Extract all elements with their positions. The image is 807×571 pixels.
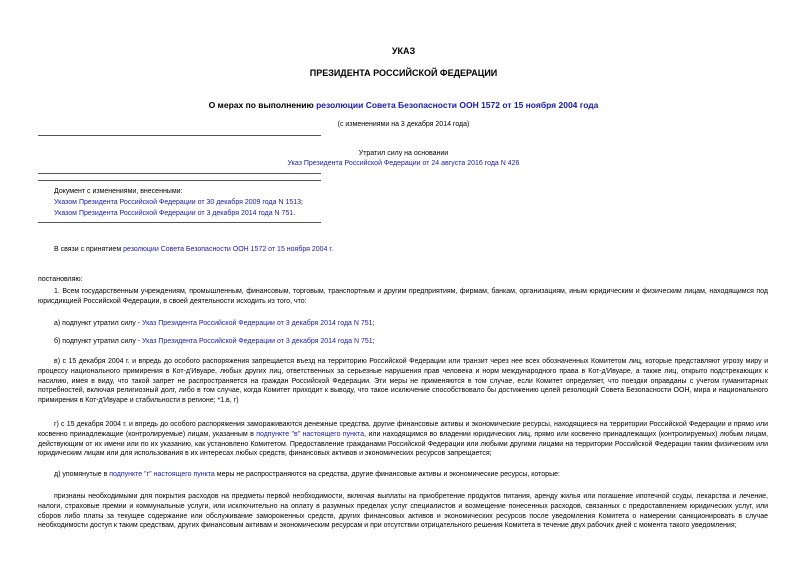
changes-sep-1: ; — [301, 199, 303, 206]
amendments-note: (с изменениями на 3 декабря 2014 года) — [337, 121, 470, 128]
changes-box — [54, 186, 303, 219]
decree-heading: УКАЗ — [391, 46, 416, 56]
item-a-link[interactable]: Указ Президента Российской Федерации от 3 декабря 2014 года N 751 — [141, 320, 373, 327]
separator-line — [38, 180, 321, 181]
changes-item-1 — [54, 197, 303, 208]
item-v: в) с 15 декабря 2004 г. и впредь до особого распоряжения запрещается въезд на территорию Российской Федерации или транзит через нее всех обозначенных Комитетом лиц, которые представляют угрозу миру и процессу национального примирения в Кот-д'Ивуаре, любых других лиц, ответственных за серьезные нарушения прав человека и норм международного права в Кот-д'Ивуаре, а также лиц, открыто подстрекающих к насилию, имея в виду, что такой запрет не распространяется на граждан Российской Федерации. Эти меры не применяются в том случае, если Комитет определяет, что поездки оправданы с учетом гуманитарных потребностей, включая религиозный долг, либо в том случае, когда Комитет приходит к выводу, что такое исключение способствовало бы достижению целей резолюций Совета Безопасности ООН, мира и национального примирения в Кот-д'Ивуаре и стабильности в регионе; *1.в, г) — [38, 358, 768, 405]
decree-word: постановляю: — [38, 276, 83, 283]
separator-line — [38, 173, 321, 174]
item-b — [54, 338, 375, 345]
subtitle-resolution-link[interactable]: резолюции Совета Безопасности ООН 1572 от 15 ноября 2004 года — [316, 100, 599, 110]
changes-link-2009[interactable]: Указом Президента Российской Федерации от 30 декабря 2009 года N 1513 — [54, 199, 302, 206]
item-a — [54, 320, 375, 327]
lost-force-text: Утратил силу на основании — [358, 150, 449, 157]
item-g-link[interactable]: подпункте "в" настоящего пункта — [256, 430, 365, 438]
item-g — [38, 420, 768, 459]
changes-heading: Документ с изменениями, внесенными: — [54, 188, 183, 195]
item-a-suffix: ; — [372, 320, 375, 327]
item-d-link[interactable]: подпункте "г" настоящего пункта — [109, 471, 215, 478]
item-b-link[interactable]: Указ Президента Российской Федерации от 3 декабря 2014 года N 751 — [142, 338, 373, 345]
lost-force-link[interactable]: Указ Президента Российской Федерации от 24 августа 2016 года N 426 — [287, 160, 520, 167]
item-d-prefix: д) упомянутые в — [54, 471, 110, 478]
lost-force-link-line — [0, 160, 807, 167]
changes-sep-2: . — [293, 210, 296, 217]
subtitle-prefix: О мерах по выполнению — [208, 100, 317, 110]
document-subtitle — [0, 100, 807, 110]
item-d-text: признаны необходимыми для покрытия расходов на предметы первой необходимости, включая выплаты на приобретение продуктов питания, аренду жилья или погашение ипотечной ссуды, лекарства и лечение, налоги, страховые премии и коммунальные услуги, или исключительно на оплату в разумных пределах услуг специалистов и возмещение понесенных расходов, связанных с предоставлением юридических услуг, или сборов либо платы за текущее содержание или обслуживание замороженных средств, других финансовых активов и экономических ресурсов после уведомления Комитета о намерении санкционировать в случае необходимости доступ к таким средствам, других финансовым активам и экономическим ресурсам и при отсутствии отрицательного решения Комитета в течение двух рабочих дней с момента такого уведомления; — [38, 493, 768, 530]
separator-line — [38, 135, 321, 136]
changes-item-2 — [54, 208, 303, 219]
item-g-part1: г) с 15 декабря 2004 г. и впредь до особого распоряжения замораживаются денежные средства, другие финансовые активы и экономические ресурсы, находящиеся на территории Российской Федерации и прямо или косвенно принадлежащие (контролируемые) лицам, указанным в — [38, 421, 768, 438]
item-a-prefix: а) подпункт утратил силу - — [54, 320, 142, 327]
intro-resolution-link[interactable]: резолюции Совета Безопасности ООН 1572 от 15 ноября 2004 г. — [123, 246, 334, 253]
president-heading: ПРЕЗИДЕНТА РОССИЙСКОЙ ФЕДЕРАЦИИ — [309, 68, 498, 78]
separator-line — [38, 222, 321, 223]
changes-link-2014[interactable]: Указом Президента Российской Федерации от 3 декабря 2014 года N 751 — [54, 210, 294, 217]
item-d — [54, 471, 560, 478]
item-d-suffix: меры не распространяются на средства, другие финансовые активы и экономические ресурсы, которые: — [214, 471, 560, 478]
item-b-prefix: б) подпункт утратил силу - — [54, 338, 143, 345]
intro-prefix: В связи с принятием — [54, 246, 124, 253]
item-b-suffix: ; — [372, 338, 375, 345]
paragraph-1: 1. Всем государственным учреждениям, промышленным, финансовым, торговым, транспортным и другим предприятиям, фирмам, банкам, организациям, иным юридическим и физическим лицам, находящимся под юрисдикцией Российской Федерации, в своей деятельности исходить из того, что: — [38, 288, 768, 305]
item-g-part2: , или находящимся во владении юридических лиц, прямо или косвенно принадлежащих (контролируемых) любым лицам, действующим от их имени или по их указанию, как установлено Комитетом. Предоставление гражданами Российской Федерации или любыми другими лицами на территории Российской Федерации таким физическим или юридическим лицам или для использования в их интересах любых средств, финансовых активов и экономических ресурсов запрещается; — [38, 430, 768, 458]
intro-paragraph — [54, 246, 333, 253]
